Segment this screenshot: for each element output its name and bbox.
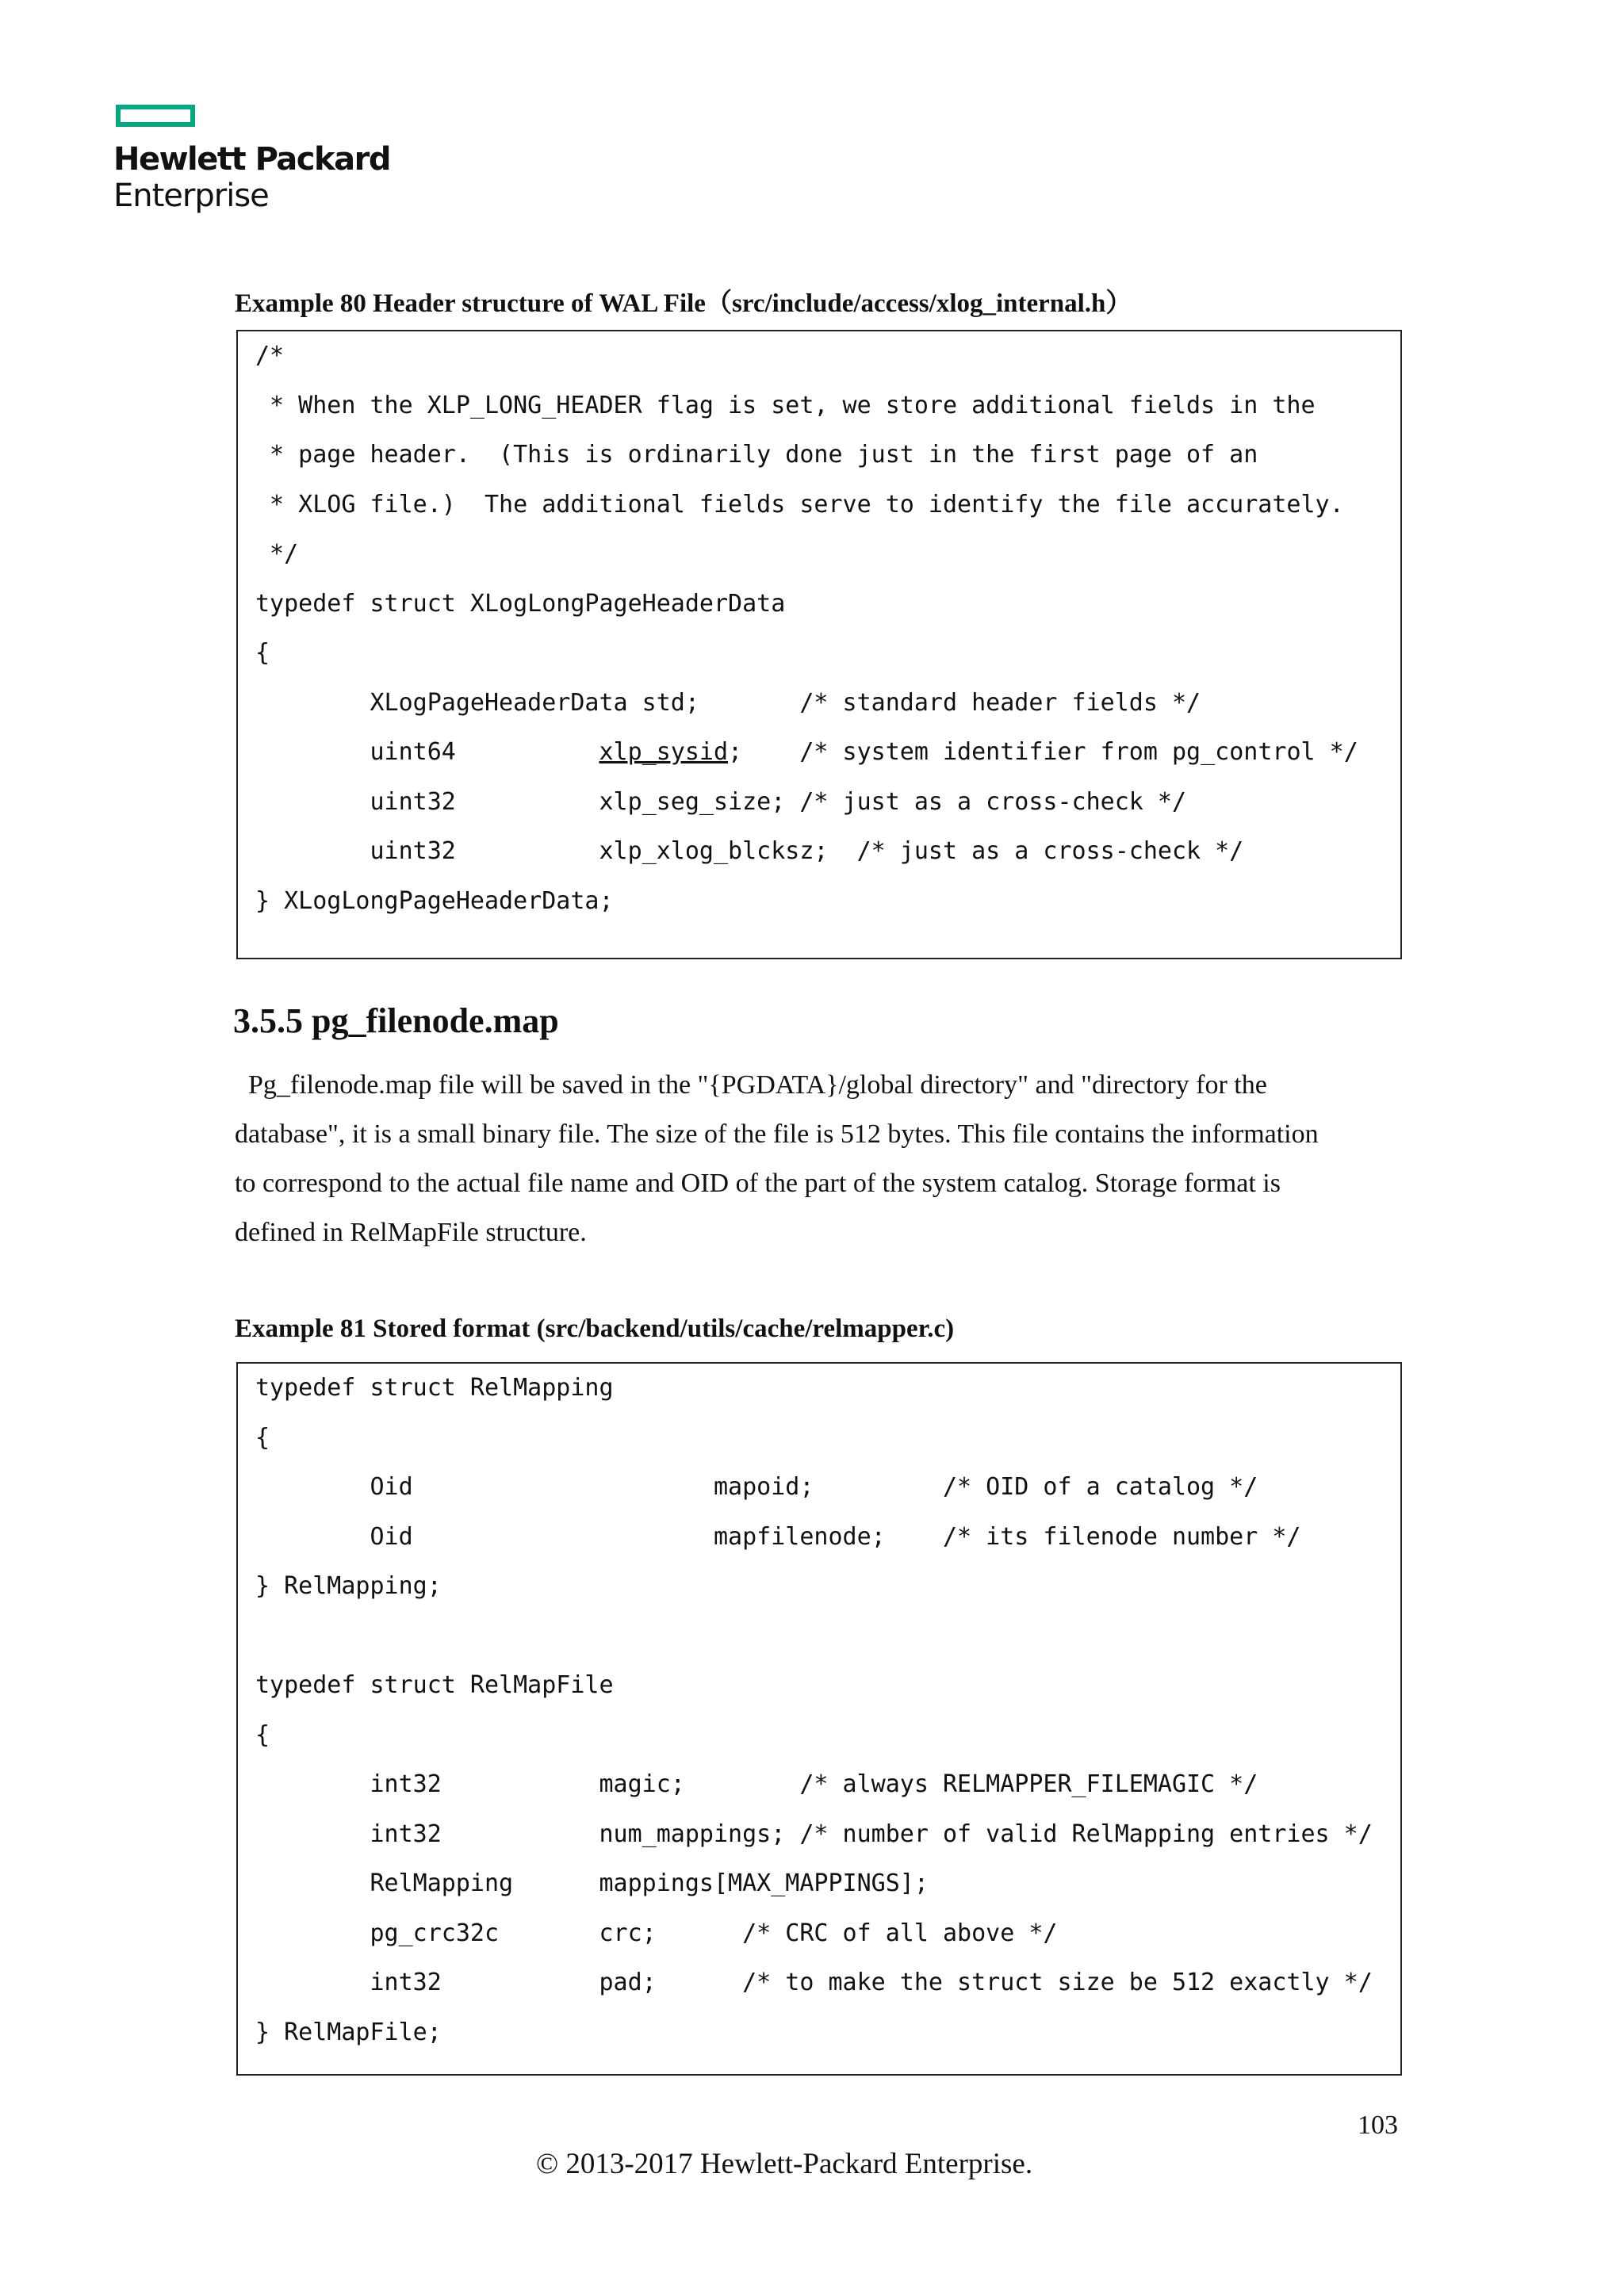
code-line: { — [255, 1423, 270, 1452]
code-line: * page header. (This is ordinarily done just in the first page of an — [255, 441, 1258, 469]
code-line: typedef struct XLogLongPageHeaderData — [255, 589, 786, 618]
code-line: * When the XLP_LONG_HEADER flag is set, we store additional fields in the — [255, 391, 1316, 419]
code-segment: uint64 — [255, 738, 599, 766]
code-line: } RelMapping; — [255, 1572, 442, 1600]
code-line: Oid mapoid; /* OID of a catalog */ — [255, 1473, 1258, 1501]
code-line: typedef struct RelMapFile — [255, 1671, 614, 1699]
code-line: int32 magic; /* always RELMAPPER_FILEMAGIC */ — [255, 1770, 1258, 1798]
code-line: uint32 xlp_seg_size; /* just as a cross-check */ — [255, 787, 1186, 816]
code-block-relmapper — [236, 1362, 1402, 2076]
code-line: uint32 xlp_xlog_blcksz; /* just as a cross-check */ — [255, 837, 1244, 865]
code-line: /* — [255, 342, 285, 369]
code-line: typedef struct RelMapping — [255, 1374, 614, 1402]
code-line: { — [255, 639, 270, 667]
paragraph-line: defined in RelMapFile structure. — [235, 1218, 587, 1247]
example-80-caption: Example 80 Header structure of WAL File（src/include/access/xlog_internal.h） — [235, 289, 1132, 318]
code-line: pg_crc32c crc; /* CRC of all above */ — [255, 1919, 1058, 1947]
example-81-caption: Example 81 Stored format (src/backend/utils/cache/relmapper.c) — [235, 1314, 955, 1343]
logo-text-line1: Hewlett Packard — [113, 141, 390, 178]
section-title: 3.5.5 pg_filenode.map — [233, 1001, 559, 1040]
code-line: int32 num_mappings; /* number of valid RelMapping entries */ — [255, 1820, 1373, 1848]
code-block-xlog-header — [236, 330, 1402, 959]
code-segment: ; /* system identifier from pg_control */ — [728, 738, 1358, 766]
code-line: Oid mapfilenode; /* its filenode number */ — [255, 1522, 1301, 1551]
page-number: 103 — [1358, 2110, 1398, 2140]
code-line: { — [255, 1720, 270, 1749]
code-line: } RelMapFile; — [255, 2018, 442, 2046]
logo-text-line2: Enterprise — [113, 178, 269, 214]
code-line — [255, 728, 1358, 777]
copyright-text: © 2013-2017 Hewlett-Packard Enterprise. — [536, 2148, 1033, 2180]
code-line: } XLogLongPageHeaderData; — [255, 886, 614, 915]
paragraph-line: Pg_filenode.map file will be saved in the "{PGDATA}/global directory" and "directory for the — [235, 1070, 1267, 1100]
code-line: * XLOG file.) The additional fields serve to identify the file accurately. — [255, 490, 1344, 519]
paragraph-line: to correspond to the actual file name and OID of the part of the system catalog. Storage format is — [235, 1169, 1281, 1198]
code-line: RelMapping mappings[MAX_MAPPINGS]; — [255, 1869, 929, 1897]
paragraph-line: database", it is a small binary file. The size of the file is 512 bytes. This file contains the information — [235, 1119, 1319, 1149]
underlined-identifier: xlp_sysid — [599, 738, 729, 766]
code-line: int32 pad; /* to make the struct size be 512 exactly */ — [255, 1969, 1373, 1996]
code-line: XLogPageHeaderData std; /* standard header fields */ — [255, 688, 1201, 717]
code-line: */ — [255, 540, 299, 568]
hpe-logo-bar — [116, 105, 195, 127]
